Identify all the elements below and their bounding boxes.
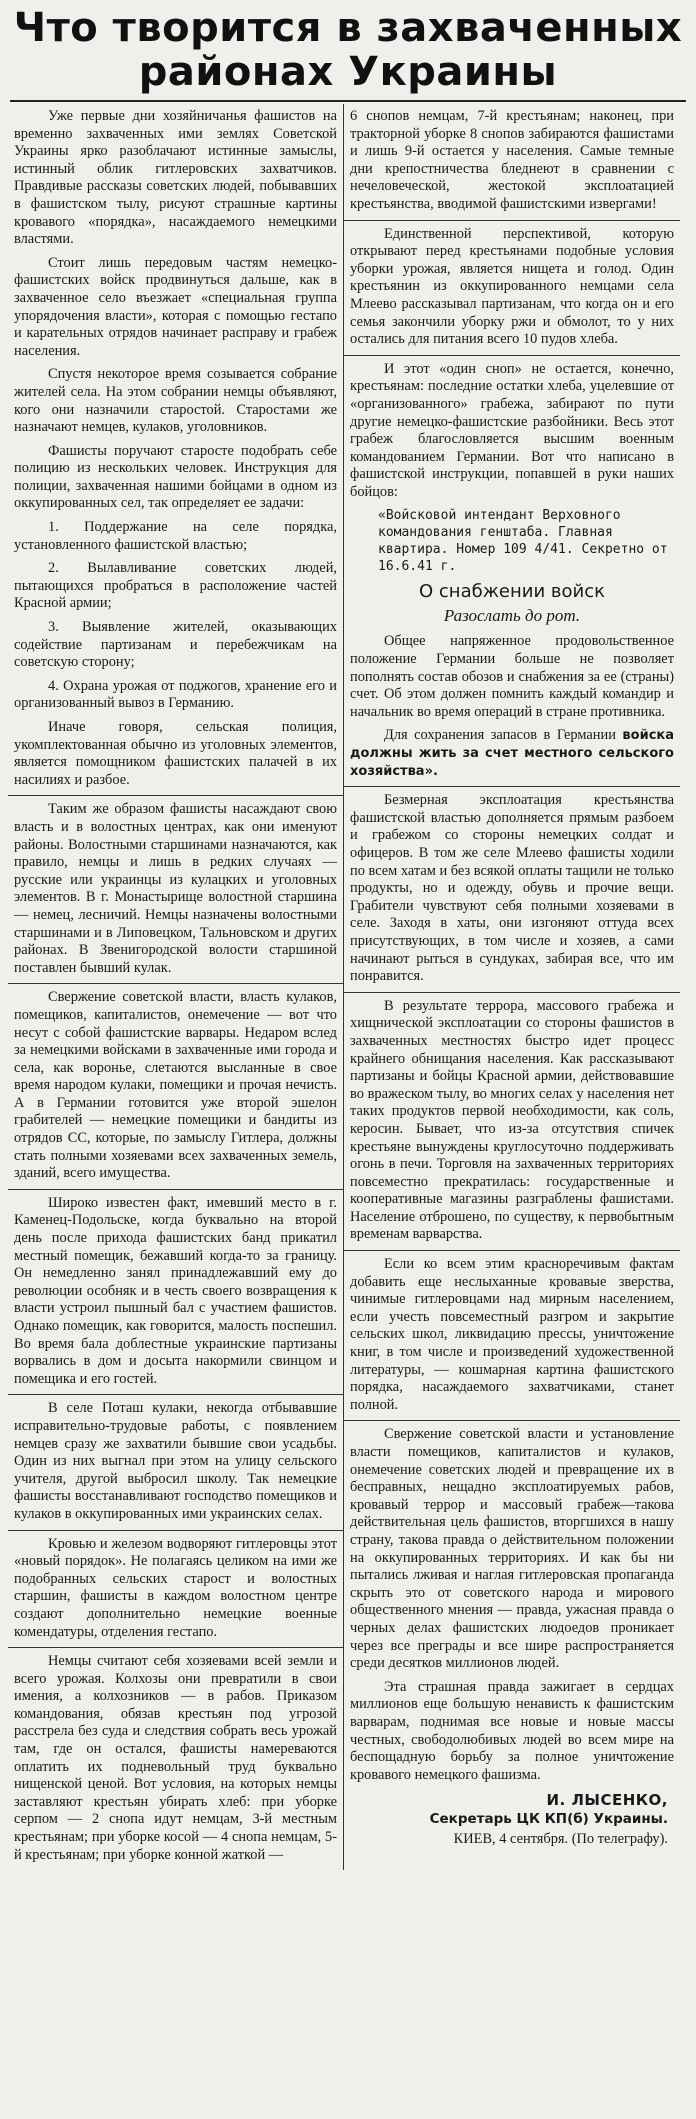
paragraph: Широко известен факт, имевший место в г. Каменец-Подольске, когда буквально на второй день после прихода фашистских банд прикатил местный помещик, бежавший когда-то за границу. Он немедленно занял принадлежавший ему до революции особняк и в честь своего возвращения к власти устроил пышный бал с участием фашистов. Однако помещик, как говорится, малость поспешил. Во время бала доблестные украинские партизаны ворвались в дом и досыта накормили свинцом и помещика и его гостей. [14,1194,337,1387]
paragraph: Свержение советской власти, власть кулаков, помещиков, капиталистов, онемечение — вот что несут с собой фашистские варвары. Недаром вслед за немецкими войсками в захваченные ими города и села, как воронье, слетаются высланные в свое время народом кулаки, помещики и прочая нечисть. А в Германии готовится уже второй эшелон грабителей — немецкие помещики и бандиты из отрядов СС, которые, по замыслу Гитлера, должны стать полными хозяевами всех захваченных земель, зданий, всего имущества. [14,989,337,1182]
quoted-document-subhead: О снабжении войск [419,581,605,603]
paragraph: Если ко всем этим красноречивым фактам добавить еще неслыханные кровавые зверства, чинимые гитлеровцами над мирным населением, если учесть повсеместный разгром и закрытие сельских школ, ликвидацию прессы, уничтожение книг, в том числе и произведений художественной литературы, — кошмарная картина фашистского порядка, насаждаемого захватчиками, станет полной. [350,1256,674,1413]
section-divider [344,992,680,993]
paragraph: 6 снопов немцам, 7-й крестьянам; наконец, при тракторной уборке 8 снопов забираются фашистами и лишь 9-й остается у населения. Самые темные дни крепостничества бледнеют в сравнении с нечеловеческой, жестокой эксплоатацией крестьянства, вводимой фашистскими извергами! [350,108,674,212]
paragraph: Эта страшная правда зажигает в сердцах миллионов еще большую ненависть к фашистским варварам, поднимая все новые и новые массы честных, свободолюбивых людей во всем мире на беспощадную борьбу за полное уничтожение кровавого немецкого фашизма. [350,1678,674,1783]
paragraph: Таким же образом фашисты насаждают свою власть и в волостных центрах, как они именуют районы. Волостными старшинами назначаются, как правило, немцы и лишь в редких случаях — русские или украинцы из кулацких и уголовных элементов. В г. Монастырище волостной старшина — немец, лесничий. Немцы назначены волостными старшинами и в Липовецком, Тальновском и других районах. В Звенигородской волости старшиной поставлен бывший кулак. [14,801,337,976]
paragraph: Фашисты поручают старосте подобрать себе полицию из нескольких человек. Инструкция для полиции, захваченная нашими бойцами в одном из оккупированных сел, так определяет ее задачи: [14,442,337,512]
headline-rule [10,100,686,102]
paragraph: Немцы считают себя хозяевами всей земли и всего урожая. Колхозы они превратили в свои имения, а колхозников — в рабов. Приказом командования, обязав крестьян под угрозой расстрела без суда и следствия собрать весь урожай там, где он остался, фашисты намереваются оплатить их подневольный труд буквально нищенской ценой. Вот условия, на которых немцы заставляют крестьян убирать хлеб: при уборке серпом — 2 снопа идут немцам, 3-й местным крестьянам; при уборке косой — 4 снопа немцам, 5-й крестьянам; при уборке конной жаткой — [14,1653,337,1863]
left-column [8,104,344,1870]
section-divider [8,983,343,984]
dateline: КИЕВ, 4 сентября. (По телеграфу). [453,1831,668,1848]
paragraph: В результате террора, массового грабежа и хищнической эксплоатации со стороны фашистов в захваченных местностях быстро идет процесс крайнего обнищания населения. Как рассказывают партизаны и бойцы Красной армии, действовавшие во вражеском тылу, во многих селах у населения нет таких продуктов первой необходимости, как соль, керосин. Бывает, что из-за отсутствия спичек крестьяне вынуждены круглосуточно поддерживать огонь в печи. Торговля на захваченных территориях повсеместно прекратилась: государственные и кооперативные магазины разграблены фашистами. Население отброшено, по существу, к первобытным временам варварства. [350,997,674,1243]
section-divider [344,220,680,221]
author-position: Секретарь ЦК КП(б) Украины. [429,1811,668,1828]
paragraph: Безмерная эксплоатация крестьянства фашистской властью дополняется прямым разбоем и грабежом со стороны немецких солдат и офицеров. В том же селе Млеево фашисты ходили по всем хатам и без всякой оплаты тащили не только продукты, но и одежду, обувь и прочие вещи. Грабители чувствуют себя полными хозяевами в селе. Заходя в хаты, они изгоняют оттуда всех присутствующих, в том числе и хозяев, а сами начинают рыться в сундуках, забирая все, что им понравится. [350,792,674,985]
section-divider [8,1647,343,1648]
author-name: И. ЛЫСЕНКО, [546,1791,668,1810]
paragraph: Иначе говоря, сельская полиция, укомплектованная обычно из уголовных элементов, является помощником фашистских палачей в их насилиях и разбое. [14,719,337,788]
section-divider [344,1250,680,1251]
paragraph: Единственной перспективой, которую открывают перед крестьянами подобные условия уборки урожая, является нищета и голод. Один крестьянин из оккупированного немцами села Млеево рассказывал партизанам, что когда он и его семья закончили уборку ржи и обмолот, то у них остались для питания всего 10 пудов хлеба. [350,225,674,348]
quoted-last-bold: войска должны жить за счет местного сельского хозяйства». [350,728,674,779]
section-divider [8,1394,343,1395]
section-divider [8,1530,343,1531]
paragraph: Общее напряженное продовольственное положение Германии больше не позволяет пополнять состав обозов и снабжения за ее (страны) счет. Об этом должен помнить каждый командир и начальник во время операций в стране противника. [350,633,674,720]
paragraph: Кровью и железом водворяют гитлеровцы этот «новый порядок». Не полагаясь целиком на ими же подобранных сельских старост и волостных старшин, фашисты в каждом волостном центре создают дополнительно немецкие военные комендатуры, отделения гестапо. [14,1535,337,1640]
quoted-last-plain: Для сохранения запасов в Германии [384,727,616,744]
section-divider [344,355,680,356]
paragraph: Спустя некоторое время созывается собрание жителей села. На этом собрании немцы объявляют, кого они назначили старостой. Старостами же назначают немцев, кулаков, уголовников. [14,366,337,436]
headline-line-2: районах Украины [138,49,558,95]
section-divider [344,786,680,787]
section-divider [8,795,343,796]
paragraph: 2. Вылавливание советских людей, пытающихся пробраться в расположение частей Красной армии; [14,560,337,612]
quoted-document-header: «Войсковой интендант Верховного командования генштаба. Главная квартира. Номер 109 4/41. Секретно от 16.6.41 г. [378,508,668,575]
quoted-last-paragraph [350,727,674,780]
quoted-document-subsubhead: Разослать до рот. [443,606,581,626]
paragraph: Свержение советской власти и установление власти помещиков, капиталистов и кулаков, онемечение советских людей и превращение их в бесправных, нещадно эксплоатируемых рабов, кровавый террор и массовый грабеж—такова действительная цель фашистов, вторгшихся в нашу страну, такова правда о действительном положении на оккупированных территориях. И как бы ни пытались лживая и наглая гитлеровская пропаганда скрыть это от советского народа и мирового общественного мнения — правда, ужасная правда о черных делах фашистских людоедов проникает через все преграды и все шире распространяется среди десятков миллионов людей. [350,1426,674,1672]
paragraph: Стоит лишь передовым частям немецко-фашистских войск продвинуться дальше, как в захваченное село въезжает «специальная группа упорядочения власти», которая с помощью гестапо и карательных отрядов начинает расправу и грабеж населения. [14,254,337,359]
paragraph: 1. Поддержание на селе порядка, установленного фашистской властью; [14,519,337,553]
paragraph: В селе Поташ кулаки, некогда отбывавшие исправительно-трудовые работы, с появлением немцев сразу же захватили бывшие свои усадьбы. Один из них выгнал при этом на улицу сельского учителя, другой выбросил школу. Так немецкие фашисты восстанавливают господство помещиков и кулаков в оккупированных ими украинских селах. [14,1400,337,1522]
paragraph: 4. Охрана урожая от поджогов, хранение его и организованный вывоз в Германию. [14,677,337,712]
paragraph: 3. Выявление жителей, оказывающих содействие партизанам и перебежчикам на советскую сторону; [14,619,337,671]
headline [8,6,688,94]
section-divider [344,1420,680,1421]
right-column [344,104,680,1870]
paragraph: Уже первые дни хозяйничанья фашистов на временно захваченных ими землях Советской Украины ярко разоблачают истинные замыслы, истинный облик гитлеровских захватчиков. Правдивые рассказы советских людей, побывавших в фашистском тылу, рисуют страшные картины кровавого «порядка», насаждаемого немецкими властями. [14,108,337,248]
paragraph: И этот «один сноп» не остается, конечно, крестьянам: последние остатки хлеба, уцелевшие от «организованного» грабежа, забирают по пути другие немецко-фашистские разбойники. Весь этот грабеж благословляется высшим военным командованием Германии. Вот что написано в фашистской инструкции, попавшей в руки наших бойцов: [350,360,674,500]
section-divider [8,1189,343,1190]
article-columns [8,104,688,1870]
headline-line-1: Что творится в захваченных [13,5,683,51]
